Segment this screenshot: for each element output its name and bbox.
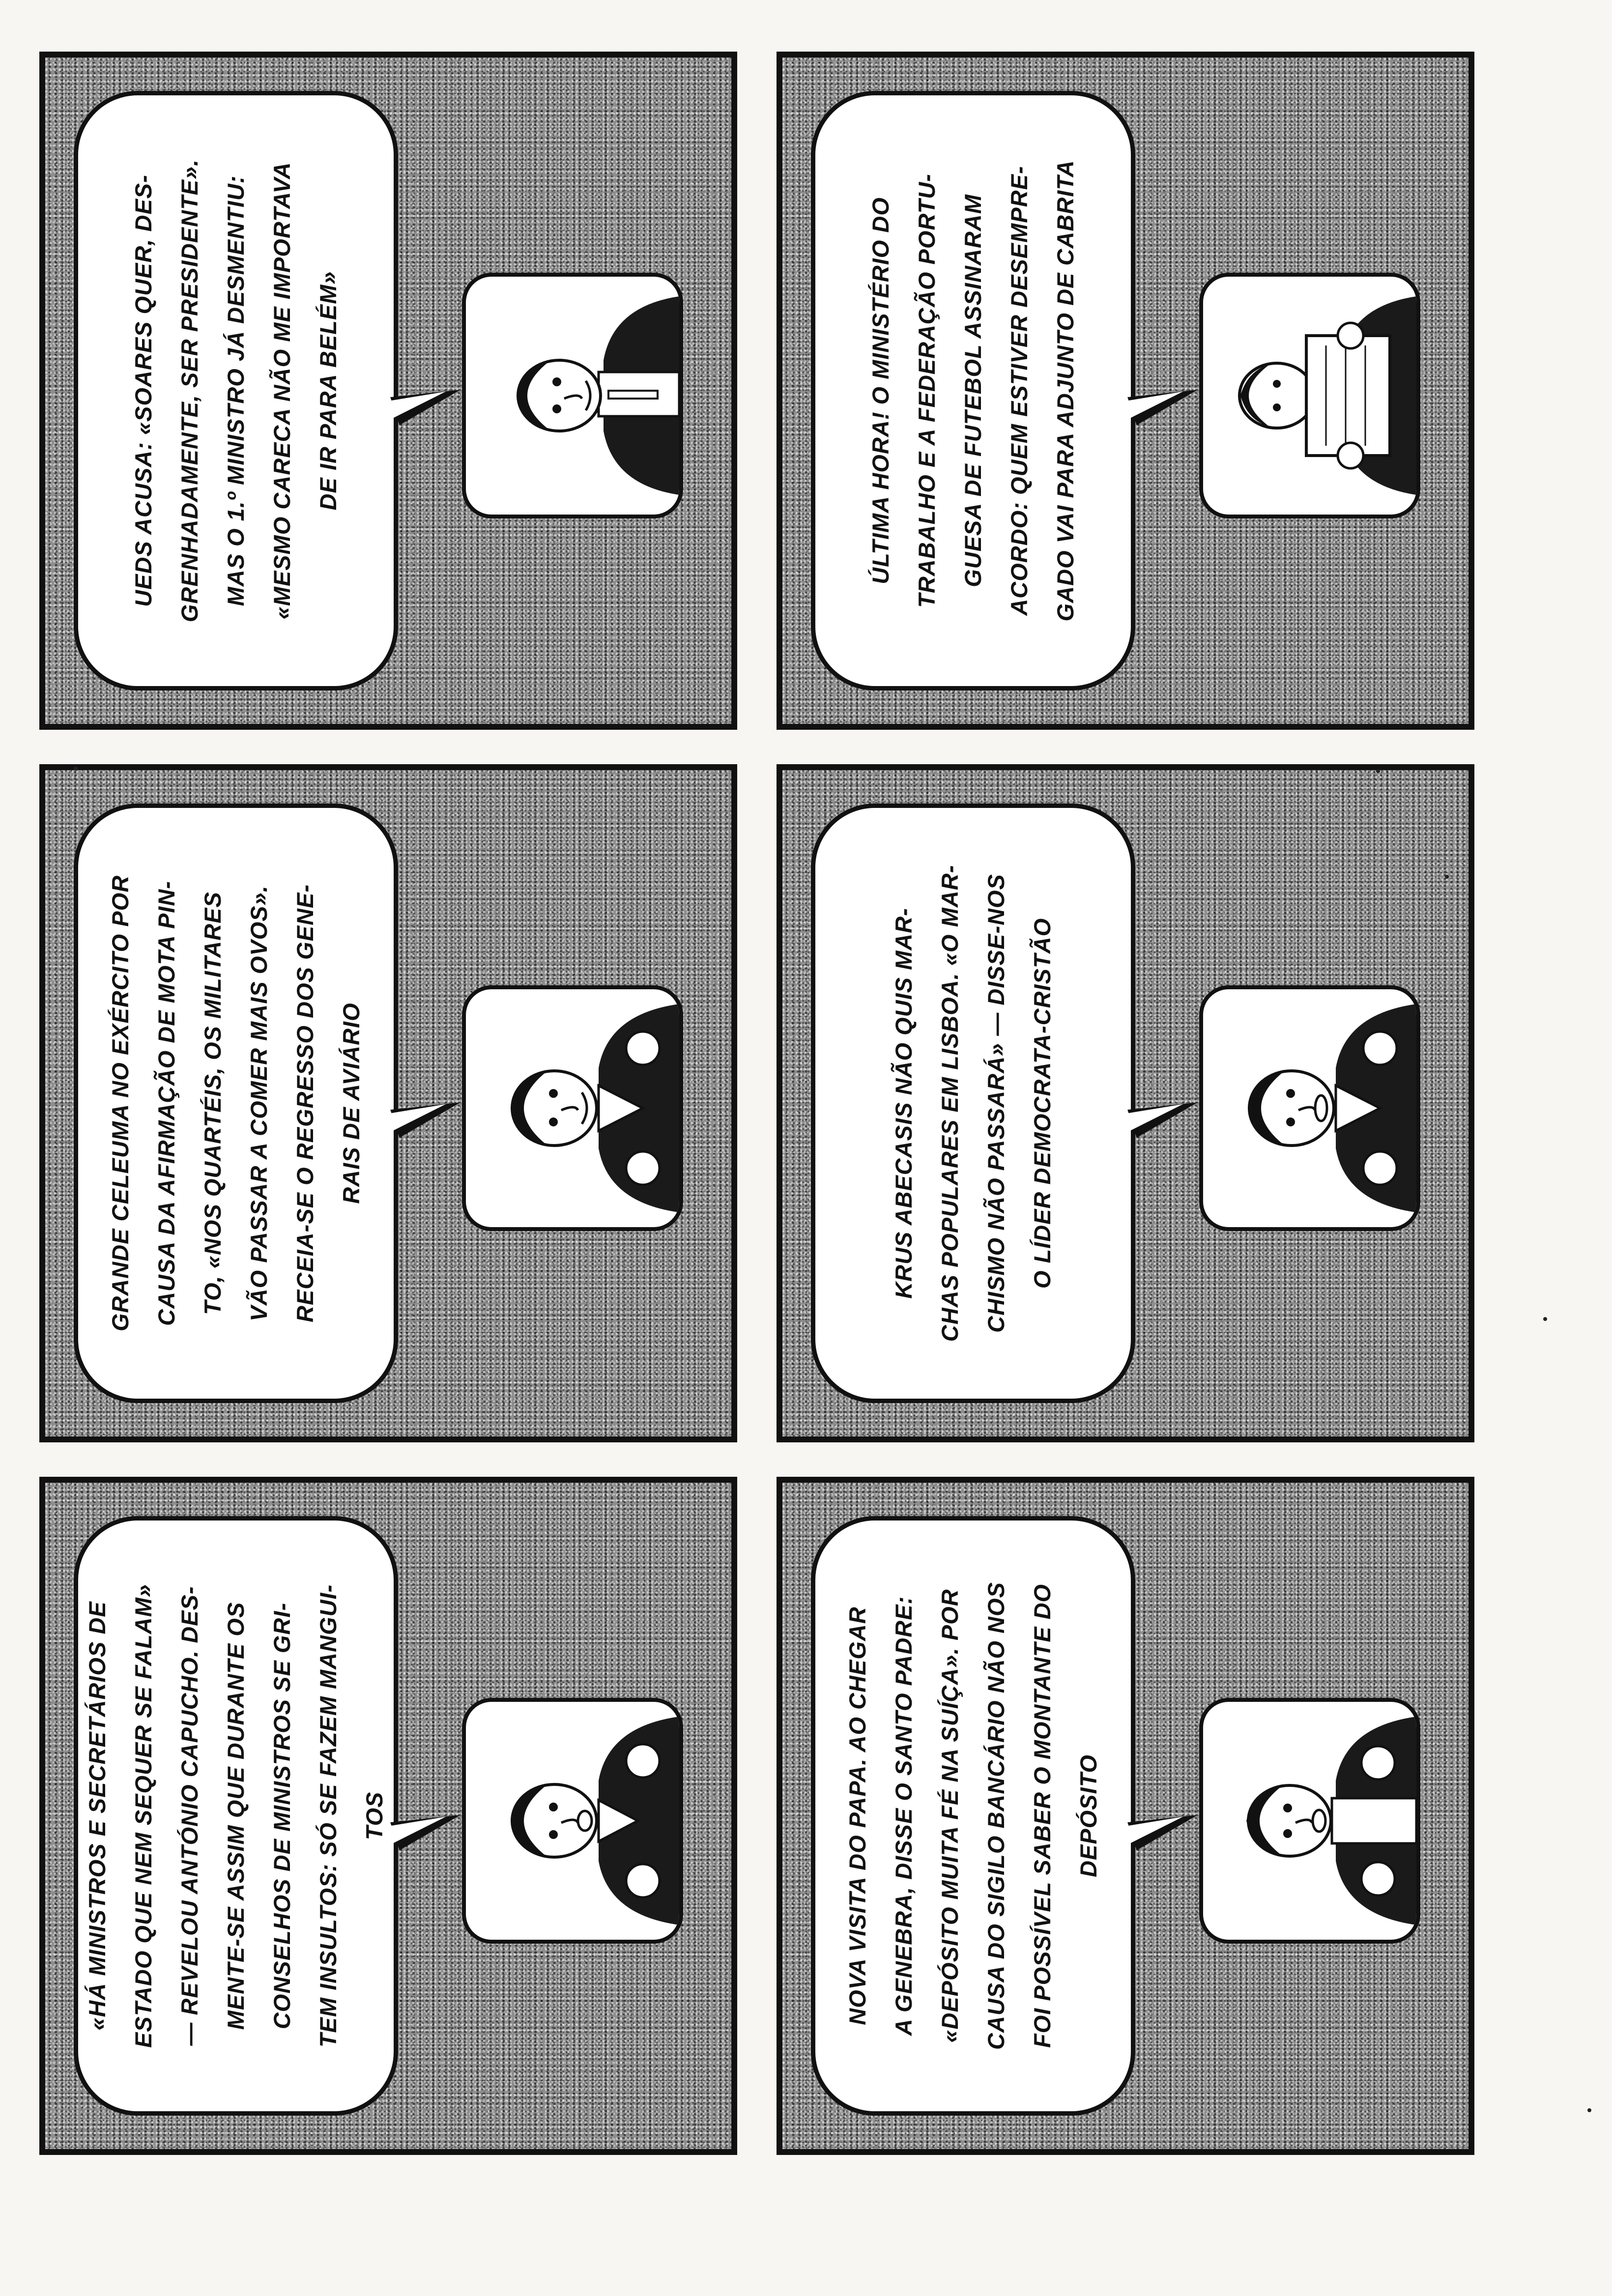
panel-content xyxy=(39,764,737,1442)
bubble-caption: UEDS ACUSA: «SOARES QUER, DES- GRENHADAMENTE, SER PRESIDENTE». MAS O 1.º MINISTRO JÁ DESMENTIU: «MESMO CARECA NÃO ME IMPORTAVA DE IR PARA BELÉM» xyxy=(130,159,341,623)
speech-bubble xyxy=(811,91,1135,690)
bubble-caption: KRUS ABECASIS NÃO QUIS MAR- CHAS POPULARES EM LISBOA. «O MAR- CHISMO NÃO PASSARÁ» — DISSE-NOS O LÍDER DEMOCRATA-CRISTÃO xyxy=(891,864,1055,1342)
print-speck xyxy=(1587,2108,1591,2112)
speech-bubble xyxy=(74,91,398,690)
bubble-caption: ÚLTIMA HORA! O MINISTÉRIO DO TRABALHO E A FEDERAÇÃO PORTU- GUESA DE FUTEBOL ASSINARAM ACORDO: QUEM ESTIVER DESEMPRE- GADO VAI PARA ADJUNTO DE CABRITA xyxy=(867,160,1078,622)
speech-bubble xyxy=(811,804,1135,1403)
comic-panel-4 xyxy=(777,764,1474,1442)
news-presenter-holding-paper-figure xyxy=(1203,277,1416,515)
tv-screen-presenter xyxy=(462,1698,683,1944)
tv-screen-presenter xyxy=(462,985,683,1231)
bubble-caption: «HÁ MINISTROS E SECRETÁRIOS DE ESTADO QUE NEM SEQUER SE FALAM» — REVELOU ANTÓNIO CAPUCHO. DES- MENTE-SE ASSIM QUE DURANTE OS CONSELHOS DE MINISTROS SE GRI- TEM INSULTOS: SÓ SE FAZEM MANGUI- TOS xyxy=(84,1583,387,2048)
comic-panel-6 xyxy=(777,1477,1474,2155)
tv-screen-presenter xyxy=(462,273,683,518)
speech-bubble xyxy=(74,1516,398,2116)
panel-content xyxy=(39,52,737,730)
comic-panel-5 xyxy=(39,1477,737,2155)
news-presenter-figure xyxy=(466,277,679,515)
comic-panel-1 xyxy=(39,52,737,730)
news-presenter-figure xyxy=(1203,989,1416,1227)
news-presenter-figure xyxy=(1203,1702,1416,1940)
panel-content xyxy=(39,1477,737,2155)
bubble-caption: GRANDE CELEUMA NO EXÉRCITO POR CAUSA DA AFIRMAÇÃO DE MOTA PIN- TO, «NOS QUARTÉIS, OS MILITARES VÃO PASSAR A COMER MAIS OVOS». RECEIA-SE O REGRESSO DOS GENE- RAIS DE AVIÁRIO xyxy=(107,875,364,1332)
speech-bubble xyxy=(74,804,398,1403)
panel-content xyxy=(777,1477,1474,2155)
panel-content xyxy=(777,52,1474,730)
print-speck xyxy=(74,767,78,771)
print-speck xyxy=(1543,1317,1547,1321)
tv-screen-presenter xyxy=(1199,985,1420,1231)
comic-panel-3 xyxy=(39,764,737,1442)
print-speck xyxy=(1445,875,1449,879)
tv-screen-presenter xyxy=(1199,273,1420,518)
speech-bubble xyxy=(811,1516,1135,2116)
print-speck xyxy=(1376,769,1380,773)
comic-panel-2 xyxy=(777,52,1474,730)
news-presenter-figure xyxy=(466,1702,679,1940)
bubble-caption: NOVA VISITA DO PAPA. AO CHEGAR A GENEBRA, DISSE O SANTO PADRE: «DEPÓSITO MUITA FÉ NA SUÍÇA». POR CAUSA DO SIGILO BANCÁRIO NÃO NOS FOI POSSÍVEL SABER O MONTANTE DO DEPÓSITO xyxy=(844,1582,1101,2050)
news-presenter-figure xyxy=(466,989,679,1227)
panel-content xyxy=(777,764,1474,1442)
tv-screen-presenter xyxy=(1199,1698,1420,1944)
